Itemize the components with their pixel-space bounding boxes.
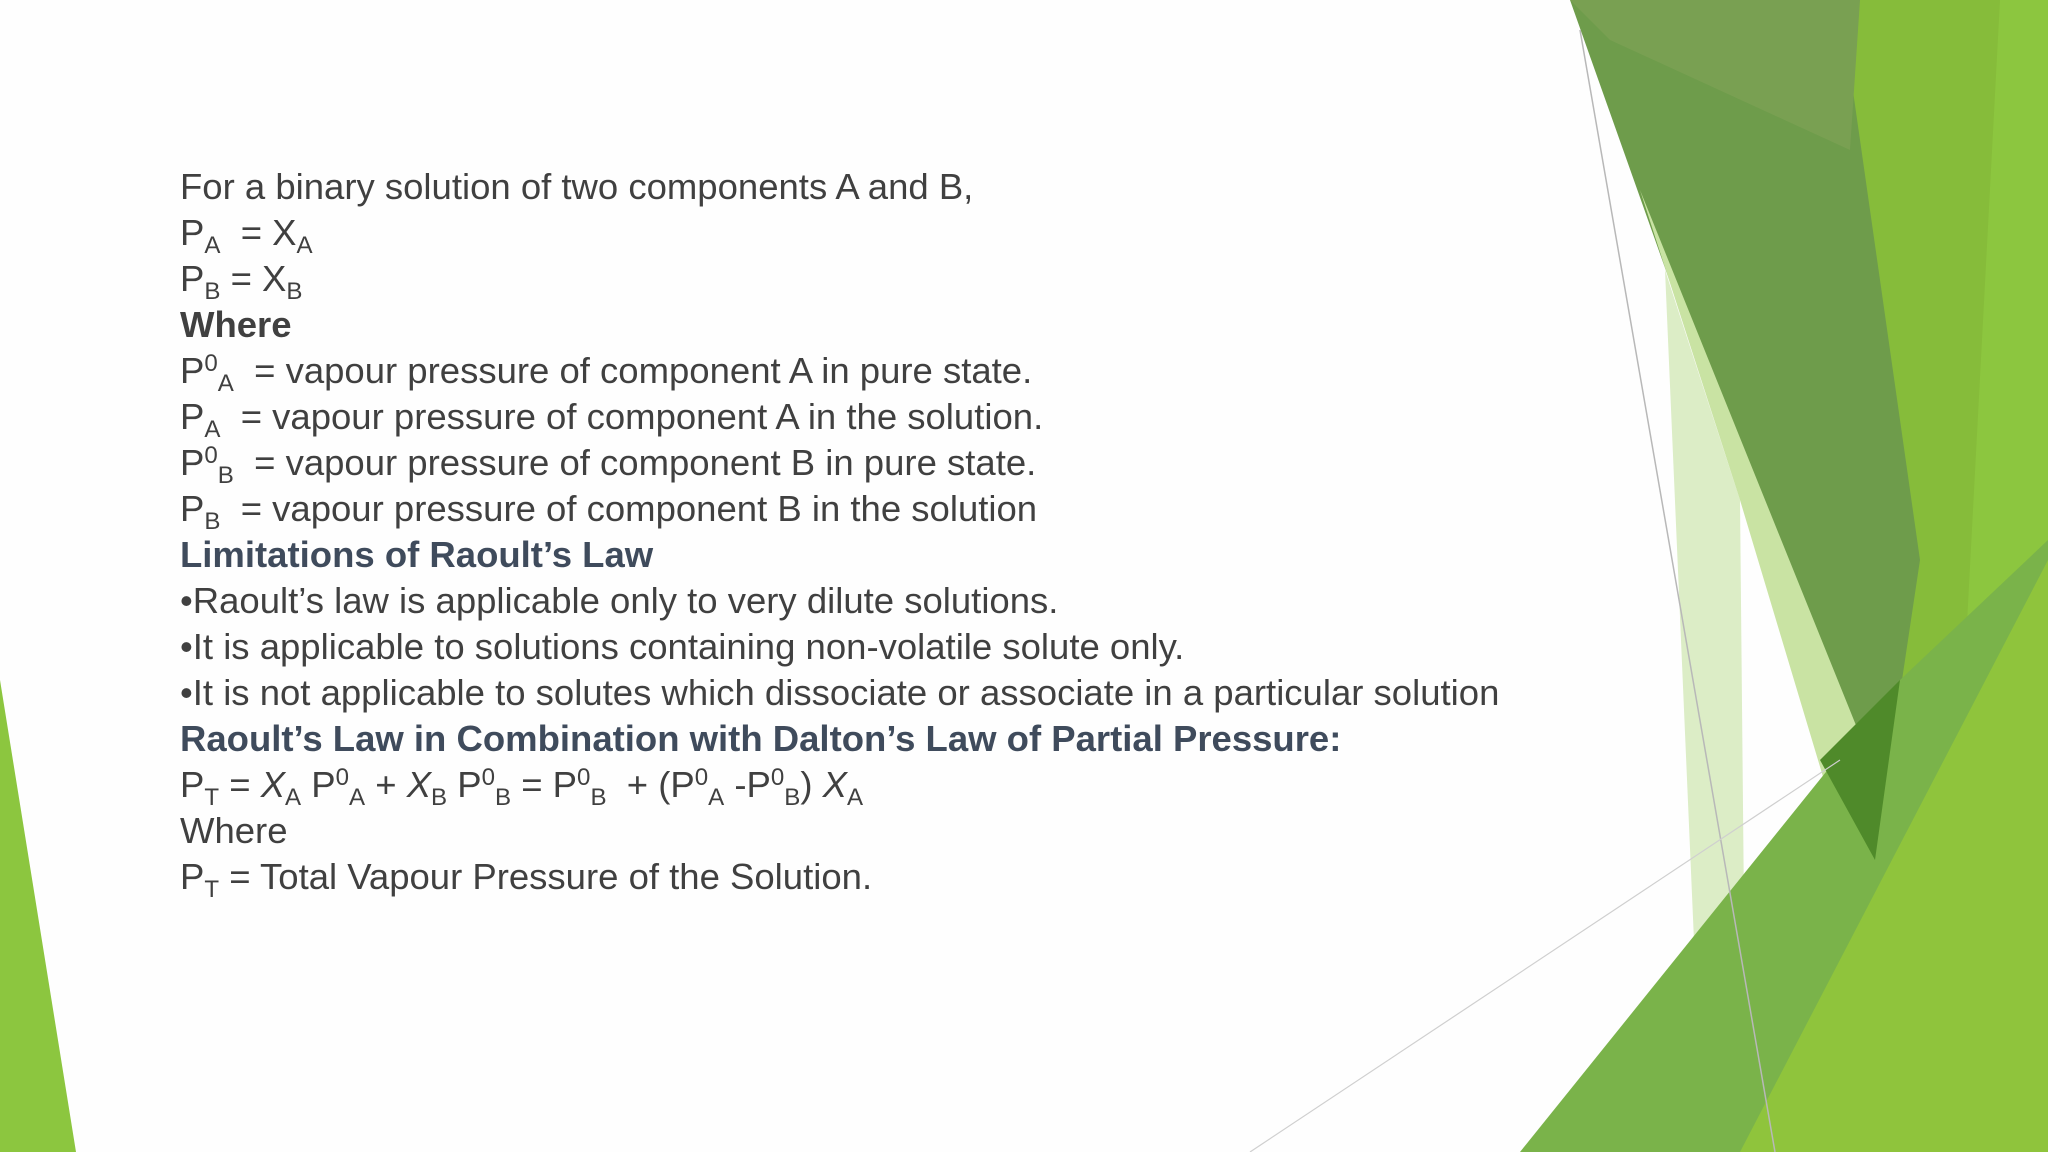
where-label: Where [180, 810, 288, 851]
limitation-item: •Raoult’s law is applicable only to very dilute solutions. [180, 580, 1059, 621]
intro-text: For a binary solution of two components A and B, [180, 166, 974, 207]
combination-heading: Raoult’s Law in Combination with Dalton’s Law of Partial Pressure: [180, 718, 1342, 759]
limitation-item: •It is not applicable to solutes which dissociate or associate in a particular solution [180, 672, 1500, 713]
limitations-heading: Limitations of Raoult’s Law [180, 534, 654, 575]
definition-pa: $P_A$ = vapour pressure of component A in the solution. [180, 396, 1044, 444]
total-pressure-definition: $P_T$ = Total Vapour Pressure of the Solution. [180, 856, 873, 904]
left-green-shape [0, 680, 76, 1152]
equation-pa: $P_A = X_A$ [180, 212, 313, 260]
slide-body [180, 164, 1600, 904]
definition-p0b: $P^0_B$ = vapour pressure of component B in pure state. [180, 441, 1037, 490]
equation-pb: $P_B = X_B$ [180, 258, 303, 306]
definition-pb: $P_B$ = vapour pressure of component B in the solution [180, 488, 1038, 536]
where-heading: Where [180, 304, 292, 345]
definition-p0a: $P^0_A$ = vapour pressure of component A in pure state. [180, 349, 1033, 398]
limitation-item: •It is applicable to solutions containing non-volatile solute only. [180, 626, 1185, 667]
total-pressure-formula: $P_T = X_A$ $P^0_A + X_B$ $P^0_B = P^0_B + (P^0_A$ $-P^0_B$) $X_A$ [180, 763, 864, 812]
